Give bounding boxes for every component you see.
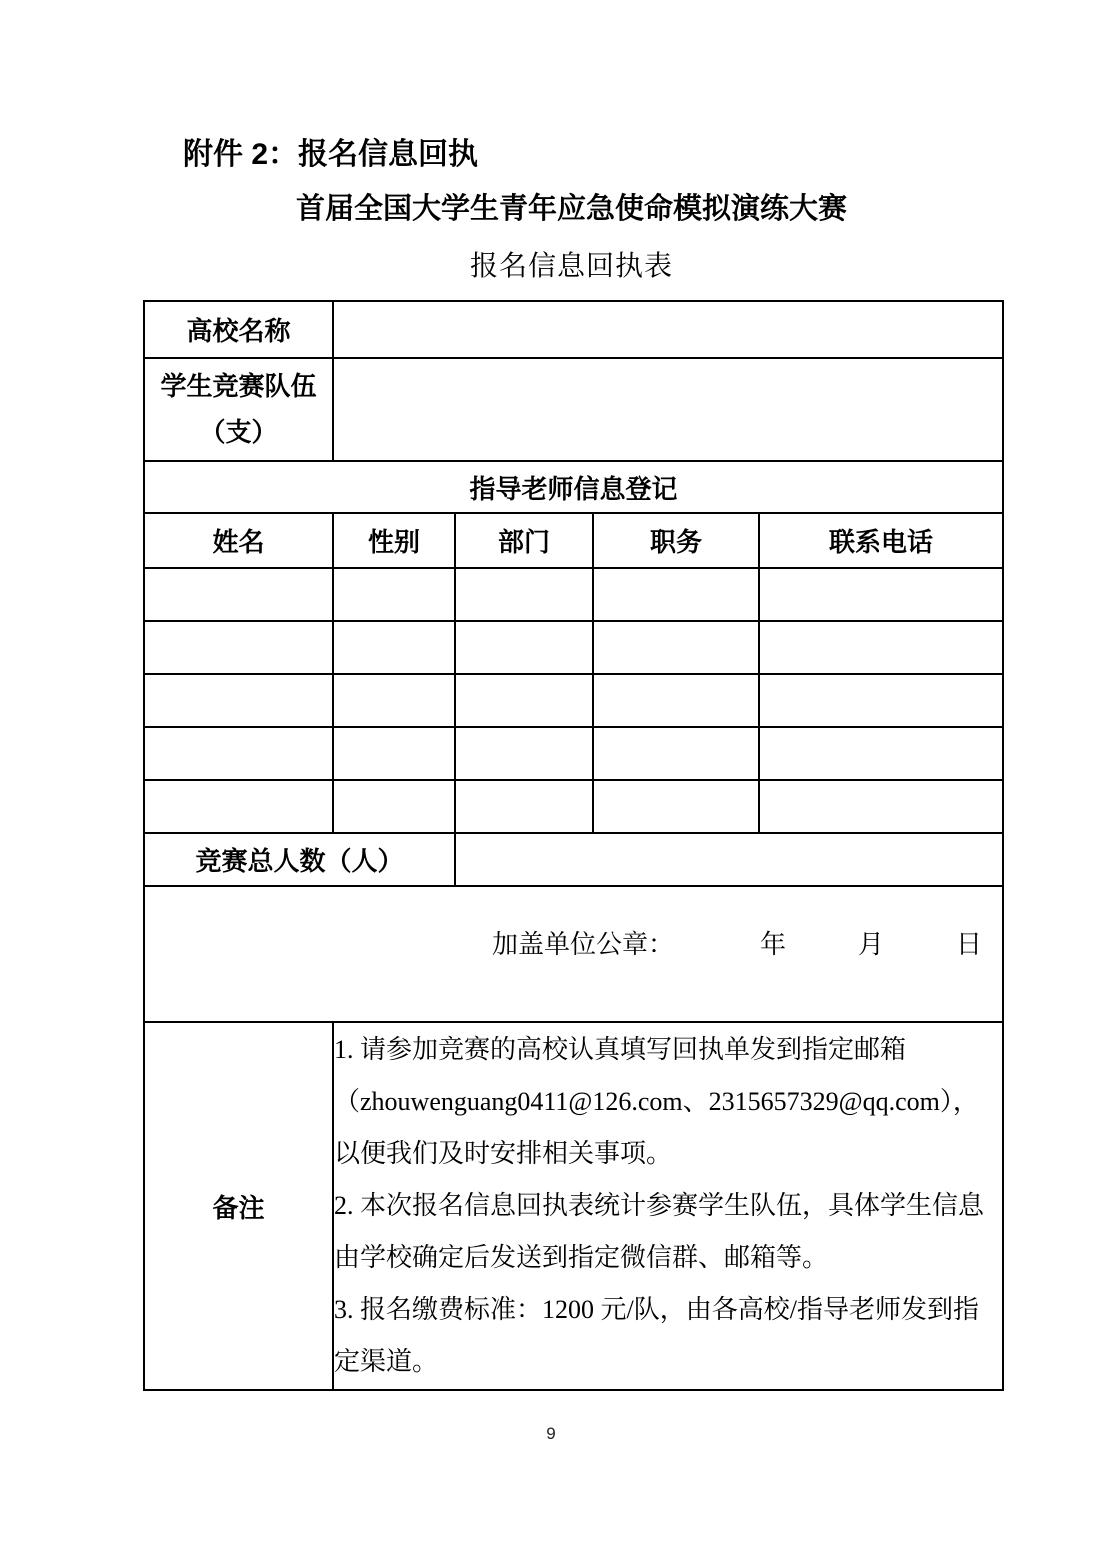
blank-cell — [759, 780, 1003, 833]
blank-cell — [333, 621, 455, 674]
instructor-blank-row — [144, 727, 1003, 780]
column-header-gender: 性别 — [333, 513, 455, 568]
stamp-day-label: 日 — [955, 929, 982, 959]
attachment-title: 附件 2：报名信息回执 — [183, 138, 479, 171]
remarks-note-2: 2. 本次报名信息回执表统计参赛学生队伍，具体学生信息由学校确定后发送到指定微信群、邮箱等。 — [334, 1191, 985, 1272]
instructor-blank-row — [144, 780, 1003, 833]
blank-cell — [593, 621, 759, 674]
blank-cell — [455, 674, 593, 727]
team-count-label — [144, 358, 333, 461]
stamp-cell — [144, 886, 1003, 1022]
stamp-month-label: 月 — [857, 929, 884, 959]
remarks-label: 备注 — [144, 1022, 333, 1390]
remarks-note-1: 1. 请参加竞赛的高校认真填写回执单发到指定邮箱（zhouwenguang0411@126.com、2315657329@qq.com），以便我们及时安排相关事项。 — [334, 1035, 979, 1168]
blank-cell — [759, 674, 1003, 727]
instructor-section-row — [144, 461, 1003, 513]
blank-cell — [593, 674, 759, 727]
blank-cell — [144, 621, 333, 674]
team-count-input-cell — [333, 358, 1003, 461]
instructor-section-title: 指导老师信息登记 — [144, 461, 1003, 513]
total-participants-row — [144, 833, 1003, 886]
team-count-row — [144, 358, 1003, 461]
instructor-blank-row — [144, 621, 1003, 674]
instructor-header-row — [144, 513, 1003, 568]
registration-form-table — [143, 300, 1004, 1391]
blank-cell — [455, 621, 593, 674]
university-name-input-cell — [333, 301, 1003, 358]
page-number: 9 — [546, 1424, 556, 1443]
total-participants-input-cell — [455, 833, 1003, 886]
event-title: 首届全国大学生青年应急使命模拟演练大赛 — [295, 193, 847, 225]
blank-cell — [593, 568, 759, 621]
instructor-blank-row — [144, 568, 1003, 621]
blank-cell — [144, 568, 333, 621]
stamp-label: 加盖单位公章： — [491, 929, 674, 959]
remarks-content — [333, 1022, 1003, 1390]
blank-cell — [759, 621, 1003, 674]
blank-cell — [333, 727, 455, 780]
remarks-note-3: 3. 报名缴费标准：1200 元/队，由各高校/指导老师发到指定渠道。 — [334, 1295, 979, 1376]
blank-cell — [144, 727, 333, 780]
blank-cell — [455, 780, 593, 833]
column-header-position: 职务 — [593, 513, 759, 568]
blank-cell — [759, 727, 1003, 780]
blank-cell — [333, 780, 455, 833]
blank-cell — [144, 780, 333, 833]
form-title: 报名信息回执表 — [469, 251, 673, 282]
blank-cell — [593, 727, 759, 780]
total-participants-label: 竞赛总人数（人） — [144, 833, 455, 886]
blank-cell — [455, 568, 593, 621]
blank-cell — [333, 674, 455, 727]
team-count-label-line2: （支） — [199, 417, 278, 447]
column-header-department: 部门 — [455, 513, 593, 568]
stamp-year-label: 年 — [759, 929, 786, 959]
column-header-name: 姓名 — [144, 513, 333, 568]
blank-cell — [455, 727, 593, 780]
blank-cell — [759, 568, 1003, 621]
blank-cell — [144, 674, 333, 727]
column-header-phone: 联系电话 — [759, 513, 1003, 568]
blank-cell — [333, 568, 455, 621]
team-count-label-line1: 学生竞赛队伍 — [160, 371, 317, 401]
university-name-row — [144, 301, 1003, 358]
remarks-row — [144, 1022, 1003, 1390]
stamp-row — [144, 886, 1003, 1022]
blank-cell — [593, 780, 759, 833]
university-name-label: 高校名称 — [144, 301, 333, 358]
instructor-blank-row — [144, 674, 1003, 727]
